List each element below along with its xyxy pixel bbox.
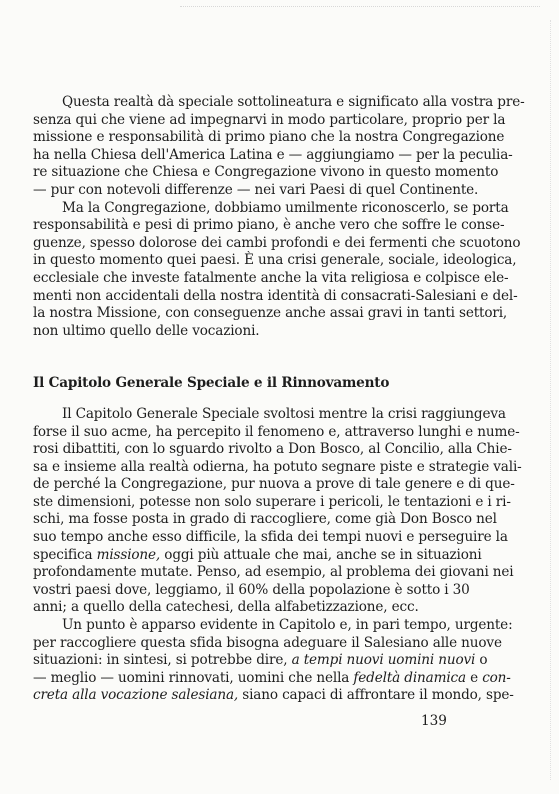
text-line: senza qui che viene ad impegnarvi in modo particolare, proprio per la [33, 111, 506, 128]
text-line: Questa realtà dà speciale sottolineatura e significato alla vostra pre- [62, 94, 525, 110]
text-line: in questo momento quei paesi. È una crisi generale, sociale, ideologica, [33, 252, 517, 269]
text-line: schi, ma fosse posta in grado di raccogliere, come già Don Bosco nel [33, 511, 497, 528]
text-run: e [465, 669, 483, 686]
text-run: situazioni: in sintesi, si potrebbe dire, [33, 652, 292, 669]
text-line: responsabilità e pesi di primo piano, è anche vero che soffre le conse- [33, 217, 505, 234]
scan-edge-right [549, 20, 551, 780]
text-line [33, 687, 514, 705]
italic-text: a tempi nuovi uomini nuovi [291, 652, 476, 669]
paragraph-1 [33, 94, 525, 200]
text-line: sa e insieme alla realtà odierna, ha potuto segnare piste e strategie vali- [33, 458, 522, 475]
text-line: missione e responsabilità di primo piano che la nostra Congregazione [33, 129, 505, 146]
text-line: la nostra Missione, con conseguenze anche assai gravi in tanti settori, [33, 305, 508, 322]
text-line: Ma la Congregazione, dobbiamo umilmente riconoscerlo, se porta [62, 199, 509, 216]
text-line: anni; a quello della catechesi, della alfabetizzazione, ecc. [33, 599, 419, 616]
text-line: suo tempo anche esso difficile, la sfida dei tempi nuovi e perseguire la [33, 529, 508, 546]
text-line: re situazione che Chiesa e Congregazione vivono in questo momento [33, 164, 499, 181]
text-line: non ultimo quello delle vocazioni. [33, 322, 260, 339]
paragraph-2 [33, 199, 521, 341]
text-line: guenze, spesso dolorose dei cambi profondi e dei fermenti che scuotono [33, 234, 521, 251]
text-line: per raccogliere questa sfida bisogna adeguare il Salesiano alle nuove [33, 634, 502, 651]
paragraph-4 [33, 617, 514, 705]
text-line: ste dimensioni, potesse non solo superare i pericoli, le tentazioni e i ri- [33, 493, 511, 510]
section-heading: Il Capitolo Generale Speciale e il Rinnovamento [33, 375, 390, 392]
page-body [33, 94, 525, 705]
text-run: o [475, 652, 488, 669]
italic-text: creta alla vocazione salesiana, [33, 687, 239, 704]
italic-text: fedeltà dinamica [353, 669, 466, 686]
text-line: rosi dibattiti, con lo sguardo rivolto a Don Bosco, al Concilio, alla Chie- [33, 441, 512, 458]
italic-text: con- [482, 669, 511, 686]
italic-text: missione, [96, 546, 161, 563]
text-line: forse il suo acme, ha percepito il fenomeno e, attraverso lunghi e nume- [33, 423, 520, 440]
paragraph-3 [33, 405, 522, 617]
text-line: de perché la Congregazione, pur nuova a prove di tale genere e di que- [33, 476, 515, 493]
text-line: Il Capitolo Generale Speciale svoltosi mentre la crisi raggiungeva [62, 405, 506, 422]
text-line: ecclesiale che investe fatalmente anche la vita religiosa e colpisce ele- [33, 269, 509, 286]
text-run: siano capaci di affrontare il mondo, spe- [238, 687, 514, 704]
text-line: Un punto è apparso evidente in Capitolo e, in pari tempo, urgente: [62, 617, 513, 634]
scan-dots-top [180, 6, 540, 9]
text-run: — meglio — uomini rinnovati, uomini che nella [33, 669, 354, 686]
text-line [33, 669, 511, 688]
text-line: menti non accidentali della nostra identità di consacrati-Salesiani e del- [33, 287, 518, 304]
text-run: specifica [33, 546, 97, 563]
text-line: — pur con notevoli differenze — nei vari Paesi di quel Continente. [33, 181, 479, 198]
text-line: ha nella Chiesa dell'America Latina e — aggiungiamo — per la peculia- [33, 146, 513, 163]
page-number: 139 [421, 713, 447, 729]
text-line: vostri paesi dove, leggiamo, il 60% della popolazione è sotto i 30 [33, 581, 470, 598]
text-line: profondamente mutate. Penso, ad esempio, al problema dei giovani nei [33, 564, 514, 581]
text-line [33, 652, 488, 670]
text-run: oggi più attuale che mai, anche se in situazioni [160, 546, 482, 563]
text-line [33, 546, 482, 565]
